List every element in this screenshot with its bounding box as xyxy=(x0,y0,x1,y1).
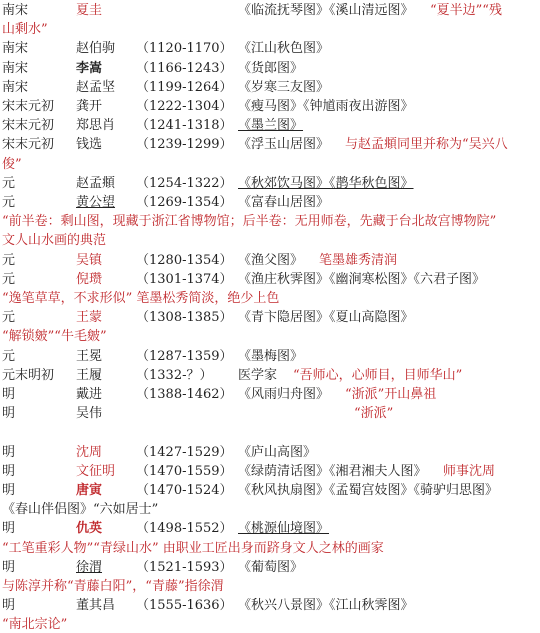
painter-works: 《墨梅图》 xyxy=(238,348,304,364)
painter-name: 徐渭 xyxy=(76,559,103,575)
dynasty-label: 南宋 xyxy=(2,60,29,76)
painter-note: “浙派”开山鼻祖 xyxy=(345,387,437,402)
dynasty-label: 宋末元初 xyxy=(2,99,55,114)
dynasty-label: 元末明初 xyxy=(2,367,55,383)
painter-dates: （1470-1524） xyxy=(136,483,233,498)
painter-dates: （1239-1299） xyxy=(136,137,233,153)
dynasty-label: 明 xyxy=(2,444,16,460)
painter-works: 《浮玉山居图》 xyxy=(238,137,330,153)
dynasty-label: 宋末元初 xyxy=(2,137,55,153)
painter-name: 戴进 xyxy=(76,387,103,402)
painter-name: 唐寅 xyxy=(76,483,103,498)
painter-dates: （1555-1636） xyxy=(136,598,233,614)
dynasty-label: 元 xyxy=(2,348,16,364)
painter-name: 董其昌 xyxy=(76,598,116,614)
painter-dates: （1241-1318） xyxy=(136,118,233,134)
painter-name: 郑思肖 xyxy=(76,118,116,134)
painter-works: 医学家 xyxy=(238,367,278,383)
continuation-text: 与陈淳并称“青藤白阳”，“青藤”指徐渭 xyxy=(2,579,224,594)
painter-works: 《渔庄秋霁图》《幽涧寒松图》《六君子图》 xyxy=(238,271,486,287)
painter-dates: （1222-1304） xyxy=(136,99,233,114)
painter-dates: （1301-1374） xyxy=(136,271,233,287)
painter-name: 钱选 xyxy=(76,137,103,153)
painter-name: 倪瓒 xyxy=(76,271,103,287)
continuation-text: “解锁皴”“牛毛皴” xyxy=(2,329,107,345)
painter-name: 仇英 xyxy=(76,521,103,537)
painter-dates: （1521-1593） xyxy=(136,559,233,575)
painter-note: 笔墨雄秀清润 xyxy=(319,252,398,268)
painter-works: 《临流抚琴图》《溪山清远图》 xyxy=(238,3,414,18)
painter-dates: （1427-1529） xyxy=(136,444,233,460)
painter-note: 与赵孟頫同里并称为“吴兴八 xyxy=(345,137,508,153)
dynasty-label: 元 xyxy=(2,271,16,287)
painter-works: 《青卞隐居图》《夏山高隐图》 xyxy=(238,310,414,326)
dynasty-label: 明 xyxy=(2,598,16,614)
dynasty-label: 南宋 xyxy=(2,3,29,18)
painter-works: 《风雨归舟图》 xyxy=(238,387,330,402)
dynasty-label: 元 xyxy=(2,252,16,268)
dynasty-label: 明 xyxy=(2,483,16,498)
painter-works: 《墨兰图》 xyxy=(238,118,304,134)
painter-dates: （1287-1359） xyxy=(136,348,233,364)
painter-name: 龚开 xyxy=(76,99,103,114)
painter-works: 《秋郊饮马图》《鹊华秋色图》 xyxy=(238,175,414,191)
painter-name: 王冕 xyxy=(76,348,103,364)
continuation-text: “南北宗论” xyxy=(2,617,68,633)
painter-note: 师事沈周 xyxy=(443,463,496,479)
painter-dates: （1166-1243） xyxy=(136,60,233,76)
painter-name: 吴镇 xyxy=(76,252,103,268)
painter-works: 《桃源仙境图》 xyxy=(238,521,330,537)
painter-note: “浙派” xyxy=(354,406,394,422)
painter-name: 赵伯驹 xyxy=(76,41,116,57)
painter-dates: （1269-1354） xyxy=(136,195,233,210)
painter-works: 《葡萄图》 xyxy=(238,559,304,575)
painter-name: 吴伟 xyxy=(76,406,103,422)
continuation-text: 文人山水画的典范 xyxy=(2,233,107,249)
painter-name: 王履 xyxy=(76,367,103,383)
painter-dates: （1120-1170） xyxy=(136,41,233,57)
painter-name: 夏圭 xyxy=(76,3,103,18)
painter-dates: （1388-1462） xyxy=(136,387,233,402)
painter-works: 《富春山居图》 xyxy=(238,195,330,210)
painter-works: 《绿荫清话图》《湘君湘夫人图》 xyxy=(238,463,427,479)
continuation-text: “前半卷：剩山图，现藏于浙江省博物馆；后半卷：无用师卷，先藏于台北故宫博物院” xyxy=(2,214,497,230)
painter-works: 《货郎图》 xyxy=(238,60,304,76)
dynasty-label: 元 xyxy=(2,175,16,191)
dynasty-label: 明 xyxy=(2,406,16,422)
dynasty-label: 南宋 xyxy=(2,41,29,57)
painter-works: 《渔父图》 xyxy=(238,252,304,268)
painter-dates: （1199-1264） xyxy=(136,79,233,95)
painter-dates: （1254-1322） xyxy=(136,175,233,191)
painter-name: 赵孟坚 xyxy=(76,79,116,95)
painter-works: 《江山秋色图》 xyxy=(238,41,330,57)
painter-works: 《秋兴八景图》《江山秋霁图》 xyxy=(238,598,414,614)
painter-note: “吾师心，心师目，目师华山” xyxy=(293,367,463,383)
painter-name: 文征明 xyxy=(76,463,116,479)
painter-works: 《岁寒三友图》 xyxy=(238,79,330,95)
painter-name: 赵孟頫 xyxy=(76,175,116,191)
dynasty-label: 明 xyxy=(2,463,16,479)
painter-name: 李嵩 xyxy=(76,60,103,76)
dynasty-label: 南宋 xyxy=(2,79,29,95)
painter-dates: （1332-？） xyxy=(136,367,213,383)
painter-dates: （1498-1552） xyxy=(136,521,233,537)
painter-works: 《秋风执扇图》《孟蜀宫妓图》《骑驴归思图》 xyxy=(238,483,499,498)
dynasty-label: 明 xyxy=(2,521,16,537)
continuation-text: “工笔重彩人物”“青绿山水” 由职业工匠出身而跻身文人之林的画家 xyxy=(2,540,384,556)
painter-dates: （1470-1559） xyxy=(136,463,233,479)
painter-dates: （1308-1385） xyxy=(136,310,233,326)
dynasty-label: 明 xyxy=(2,559,16,575)
continuation-text: 俊” xyxy=(2,156,22,172)
continuation-text: 《春山伴侣图》“六如居士” xyxy=(2,502,159,518)
dynasty-label: 元 xyxy=(2,310,16,326)
dynasty-label: 宋末元初 xyxy=(2,118,55,134)
painter-name: 黄公望 xyxy=(76,195,116,210)
painter-note: “夏半边”“残 xyxy=(430,3,502,18)
painter-works: 《瘦马图》《钟馗雨夜出游图》 xyxy=(238,99,414,114)
painter-name: 沈周 xyxy=(76,444,103,460)
painter-dates: （1280-1354） xyxy=(136,252,233,268)
painter-name: 王蒙 xyxy=(76,310,103,326)
dynasty-label: 元 xyxy=(2,195,16,210)
continuation-text: “逸笔草草，不求形似” 笔墨松秀简淡，绝少上色 xyxy=(2,291,280,306)
continuation-text: 山剩水” xyxy=(2,22,48,38)
painter-works: 《庐山高图》 xyxy=(238,444,317,460)
dynasty-label: 明 xyxy=(2,387,16,402)
